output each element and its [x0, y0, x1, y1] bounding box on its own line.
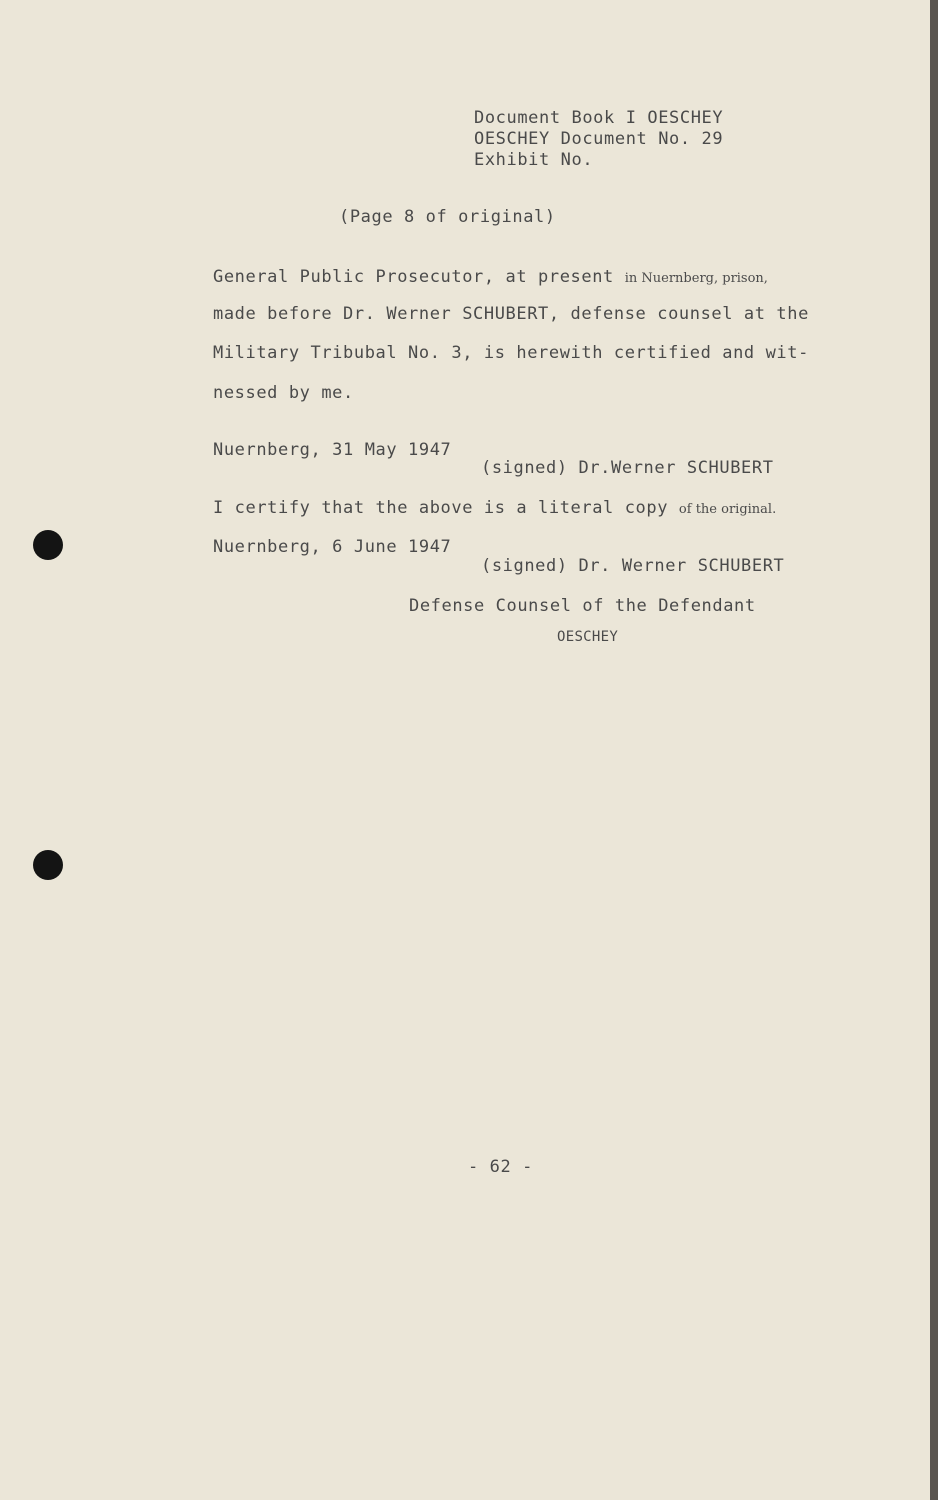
body-line-3: Military Tribubal No. 3, is herewith certified and wit- — [213, 343, 809, 363]
body-line-1-typed: General Public Prosecutor, at present — [213, 267, 614, 287]
signature-1-signed: (signed) Dr.Werner SCHUBERT — [481, 458, 774, 478]
punch-hole-bottom — [33, 850, 63, 880]
signature-2-place-date: Nuernberg, 6 June 1947 — [213, 537, 452, 557]
body-line-2: made before Dr. Werner SCHUBERT, defense counsel at the — [213, 304, 809, 324]
certification-line — [213, 498, 776, 518]
page-number: - 62 - — [468, 1157, 534, 1177]
certification-typed: I certify that the above is a literal copy — [213, 498, 669, 518]
signature-2-title: Defense Counsel of the Defendant — [409, 596, 756, 616]
page-of-original: (Page 8 of original) — [339, 207, 556, 227]
certification-handwritten: of the original. — [678, 502, 777, 517]
header-doc-book: Document Book I OESCHEY — [474, 108, 724, 128]
defendant-name: OESCHEY — [557, 629, 619, 645]
signature-1-place-date: Nuernberg, 31 May 1947 — [213, 440, 452, 460]
body-line-1 — [213, 267, 768, 287]
body-line-1-handwritten: in Nuernberg, prison, — [624, 271, 768, 286]
page-edge-shadow — [930, 0, 938, 1500]
header-exhibit: Exhibit No. — [474, 150, 594, 170]
signature-2-signed: (signed) Dr. Werner SCHUBERT — [481, 556, 785, 576]
punch-hole-top — [33, 530, 63, 560]
header-doc-number: OESCHEY Document No. 29 — [474, 129, 724, 149]
body-line-4: nessed by me. — [213, 383, 354, 403]
